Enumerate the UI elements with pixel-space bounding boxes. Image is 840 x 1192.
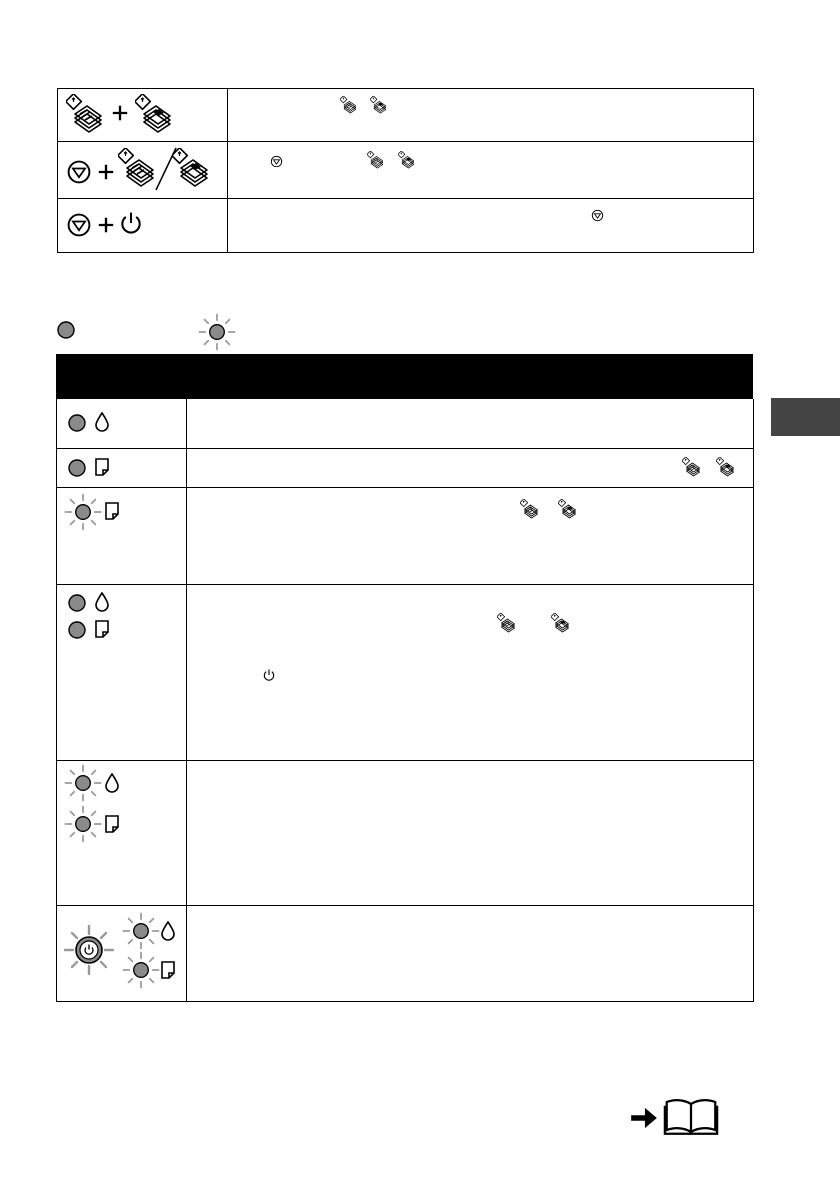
section-tab [771, 398, 840, 436]
table-divider [56, 760, 753, 761]
led-flashing-icon [64, 764, 102, 802]
stop-icon [591, 209, 604, 222]
paper-icon [104, 814, 120, 834]
ink-icon [94, 592, 110, 612]
stop-icon [270, 155, 283, 168]
power-icon [118, 210, 144, 236]
led-on-icon [67, 620, 87, 640]
color-copy-icon [551, 613, 571, 633]
ink-icon [94, 412, 110, 432]
bw-copy-icon [135, 94, 175, 134]
led-flashing-icon [64, 493, 102, 531]
led-on-icon [67, 413, 87, 433]
paper-icon [94, 619, 110, 639]
power-icon [262, 668, 276, 682]
status-table-header [56, 354, 753, 399]
led-flashing-icon [122, 951, 160, 989]
paper-icon [94, 457, 110, 477]
plus-icon [97, 216, 115, 234]
bw-copy-icon [682, 457, 702, 477]
table-divider [57, 141, 753, 142]
color-copy-icon [558, 499, 578, 519]
manual-book-icon [663, 1097, 719, 1137]
paper-icon [160, 960, 176, 980]
plus-icon [111, 104, 129, 122]
power-led-flashing-icon [63, 924, 115, 976]
bw-copy-icon [520, 499, 540, 519]
led-flashing-icon [64, 805, 102, 843]
color-copy-icon [716, 457, 736, 477]
stop-icon [66, 212, 92, 238]
ink-icon [160, 921, 176, 941]
color-copy-icon [370, 96, 388, 114]
plus-icon [97, 163, 115, 181]
led-flashing-icon [198, 313, 236, 351]
status-table [56, 399, 754, 1002]
bw-copy-icon [340, 96, 358, 114]
color-copy-icon [172, 148, 212, 188]
bw-copy-icon [118, 148, 158, 188]
ink-icon [104, 773, 120, 793]
led-on-icon [67, 458, 87, 478]
stop-icon [66, 159, 92, 185]
table-divider [56, 905, 753, 906]
table-divider [186, 399, 187, 1002]
table-divider [56, 584, 753, 585]
bw-copy-icon [367, 151, 385, 169]
color-copy-icon [398, 151, 416, 169]
led-flashing-icon [122, 912, 160, 950]
led-on-icon [56, 320, 76, 340]
color-copy-icon [66, 94, 106, 134]
led-on-icon [67, 593, 87, 613]
bw-copy-icon [497, 613, 517, 633]
table-divider [56, 487, 753, 488]
table-divider [56, 448, 753, 449]
paper-icon [104, 501, 120, 521]
table-divider [57, 198, 753, 199]
arrow-right-icon [630, 1107, 658, 1129]
table-divider [227, 88, 228, 252]
